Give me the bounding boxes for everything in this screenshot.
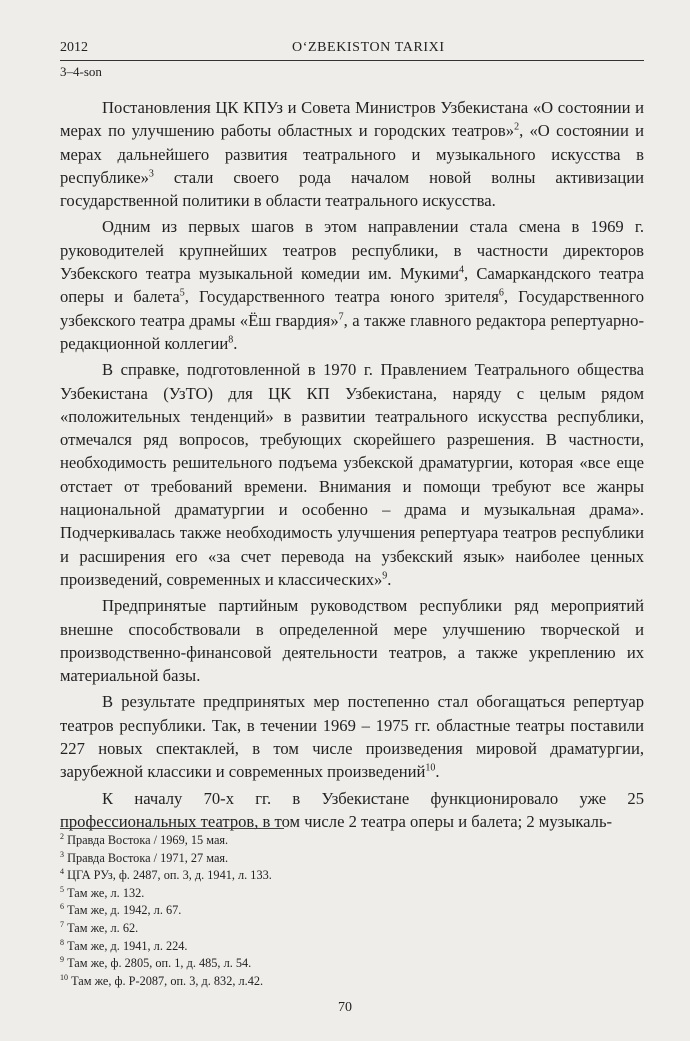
paragraph-text: , Государственного театра юного зрителя: [184, 287, 499, 307]
footnote-number: 2: [60, 831, 64, 841]
header-year: 2012: [60, 40, 88, 55]
paragraph-text: Одним из первых шагов в этом направлении стала смена в 1969 г. руководителей крупнейших театров республики, в частности директоров Узбекского театра музыкальной комедии им. Мукими: [60, 217, 644, 284]
footnote-text: Там же, д. 1941, л. 224.: [64, 938, 188, 953]
article-body: [60, 96, 644, 833]
paragraph-text: стали своего рода началом новой волны активизации государственной политики в области театрального искусства.: [60, 167, 644, 211]
footnote-ref[interactable]: 10: [425, 762, 436, 774]
footnote-item: [60, 867, 644, 885]
footnote-number: 3: [60, 849, 64, 859]
paragraph-text: .: [387, 569, 392, 589]
paragraph: [60, 787, 644, 834]
footnote-text: ЦГА РУз, ф. 2487, оп. 3, д. 1941, л. 133.: [64, 868, 272, 883]
footnote-item: [60, 955, 644, 973]
footnote-number: 10: [60, 972, 68, 982]
footnote-ref[interactable]: 5: [179, 287, 185, 299]
header-issue: 3–4-son: [60, 64, 102, 79]
paragraph: [60, 96, 644, 212]
paragraph-text: .: [435, 762, 440, 782]
footnote-text: Правда Востока / 1971, 27 мая.: [64, 850, 229, 865]
paragraph: [60, 358, 644, 591]
header-journal-title: O‘ZBEKISTON TARIXI: [292, 40, 445, 55]
footnote-text: Там же, ф. 2805, оп. 1, д. 485, л. 54.: [64, 956, 252, 971]
paragraph: [60, 690, 644, 783]
footnote-number: 6: [60, 902, 64, 912]
footnote-ref[interactable]: 3: [148, 168, 154, 180]
footnote-ref[interactable]: 6: [498, 287, 504, 299]
footnote-item: [60, 850, 644, 868]
paragraph-text: Постановления ЦК КПУз и Совета Министров Узбекистана «О состоянии и мерах по улучшению работы областных и городских театров»: [60, 98, 644, 141]
paragraph-text: В результате предпринятых мер постепенно стал обогащаться репертуар театров республики. Так, в течении 1969 – 1975 гг. областные театры поставили 227 новых спектаклей, в том числе произведения мировой драматургии, зарубежной классики и современных произведений: [60, 692, 644, 782]
footnote-item: [60, 902, 644, 920]
paragraph-text: .: [233, 333, 238, 353]
footnote-number: 8: [60, 937, 64, 947]
footnote-item: [60, 938, 644, 956]
footnote-item: [60, 885, 644, 903]
footnote-number: 7: [60, 919, 64, 929]
paragraph: [60, 215, 644, 355]
footnote-number: 9: [60, 955, 64, 965]
paragraph: [60, 594, 644, 687]
footnote-ref[interactable]: 4: [458, 264, 464, 276]
footnote-ref[interactable]: 2: [514, 121, 520, 133]
footnote-number: 4: [60, 867, 64, 877]
footnote-ref[interactable]: 8: [228, 334, 234, 346]
footnote-text: Там же, л. 132.: [64, 885, 145, 900]
paragraph-text: , Самаркандского театра оперы и балета: [60, 264, 644, 307]
footnote-text: Там же, д. 1942, л. 67.: [64, 903, 182, 918]
paragraph-text: К началу 70-х гг. в Узбекистане функционировало уже 25 профессиональных театров, в том числе 2 театра оперы и балета; 2 музыкаль-: [60, 788, 644, 831]
footnotes: [60, 832, 644, 990]
footnote-item: [60, 832, 644, 850]
footnote-text: Правда Востока / 1969, 15 мая.: [64, 833, 229, 847]
footnote-ref[interactable]: 7: [338, 311, 344, 323]
paragraph-text: , «О состоянии и мерах дальнейшего развития театрального и музыкального искусства в республике»: [60, 121, 644, 187]
paragraph-text: В справке, подготовленной в 1970 г. Правлением Театрального общества Узбекистана (УзТО) для ЦК КП Узбекистана, наряду с целым рядом «положительных тенденций» в развитии театрального искусства республики, отмечался ряд вопросов, требующих скорейшего разрешения. В частности, необходимость решительного подъема узбекской драматургии, которая «все еще отстает от требований времени. Внимания и помощи требуют все жанры национальной драматургии и особенно – драма и музыкальная драма». Подчеркивалась также необходимость улучшения репертуара театров республики и расширения его «за счет перевода на узбекский язык» наиболее ценных произведений, современных и классических»: [60, 360, 644, 589]
page-number: 70: [338, 1000, 352, 1015]
footnote-separator: [60, 828, 284, 829]
paragraph-text: , а также главного редактора репертуарно-редакционной коллегии: [60, 310, 644, 353]
footnote-number: 5: [60, 884, 64, 894]
footnote-item: [60, 920, 644, 938]
paragraph-text: Предпринятые партийным руководством республики ряд мероприятий внешне способствовали в определенной мере улучшению творческой и производственно-финансовой деятельности театров, а также укреплению их материальной базы.: [60, 596, 644, 686]
footnote-item: [60, 973, 644, 991]
header-rule: [60, 60, 644, 61]
footnote-ref[interactable]: 9: [382, 570, 388, 582]
running-header: [60, 40, 644, 60]
footnote-text: Там же, ф. Р-2087, оп. 3, д. 832, л.42.: [68, 973, 264, 988]
footnote-text: Там же, л. 62.: [64, 920, 139, 935]
paragraph-text: , Государственного узбекского театра драмы «Ёш гвардия»: [60, 287, 644, 330]
